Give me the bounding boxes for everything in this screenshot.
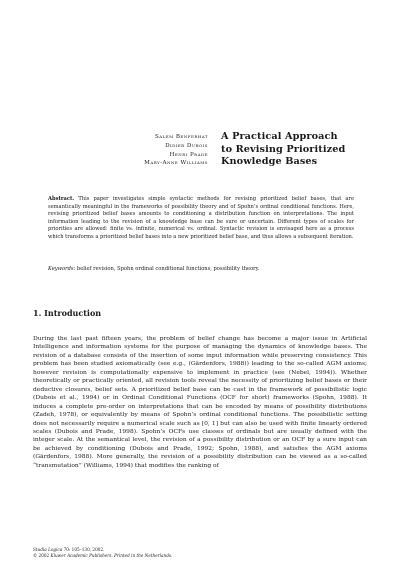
abstract-text: This paper investigates simple syntactic methods for revising prioritized belief bases, that are semantically meaningful in the frameworks of possibility theory and of Spohn’s ordinal conditional functions. Here, revising prioritized belief bases amounts to conditioning a distribution function on interpretations. The input information leading to the revision of a knowledge base can be sure or uncertain. Different types of scales for priorities are allowed: finite vs. infinite, numerical vs. ordinal. Syntactic revision is envisaged here as a process which transforms a prioritized belief bases into a new prioritized belief base, and thus allows a subsequent iteration. [48,196,355,240]
title-line: to Revising Prioritized [221,143,346,155]
copyright-notice: © 2002 [33,553,51,558]
page-footer [33,547,353,559]
paper-title [221,131,371,169]
keywords-label: Keywords: [48,266,76,272]
abstract [48,196,354,241]
author-name: Salem Benferhat [155,134,208,140]
journal-name: Studia Logica [33,547,63,552]
author-list [96,133,208,168]
author-name: Mary-Anne Williams [144,160,208,167]
section-heading: 1. Introduction [33,308,102,318]
body-paragraph: During the last past fifteen years, the problem of belief change has become a major issue in Artificial Intelligence and information systems for the purpose of managing the dynamics of knowledge bases. The revision of a database consists of the insertion of some input information while preserving consistency. This problem has been studied axiomatically (see e.g., (Gärdenfors, 1988)) leading to the so-called AGM axioms; however revision is computationally expensive to implement in practice (see (Nebel, 1994)). Whether theoretically or practically oriented, all revision tools reveal the necessity of prioritizing belief bases or their deductive closures, belief sets. A prioritized belief base can be cast in the framework of possibilistic logic (Dubois et al., 1994) or in Ordinal Conditional Functions (OCF for short) frameworks (Spohn, 1988). It induces a complete pre-order on interpretations that can be encoded by means of possibility distributions (Zadeh, 1978), or equivalently by means of Spohn’s ordinal conditional functions. The possibilistic setting does not necessarily require a numerical scale such as [0, 1] but can also be used with finite linearly ordered scales (Dubois and Prade, 1998). Spohn’s OCFs use classes of ordinals but are usually defined with the integer scale. At the semantical level, the revision of a possibility distribution or an OCF by a sure input can be achieved by conditioning (Dubois and Prade, 1992; Spohn, 1988), and satisfies the AGM axioms (Gärdenfors, 1988). More generally, the revision of a possibility distribution can be viewed as a so-called “transmutation” (Williams, 1994) that modifies the ranking of [33,335,367,469]
title-line: A Practical Approach [221,131,338,142]
author-name: Henri Prade [169,151,208,158]
publisher-notice: Kluwer Academic Publishers. Printed in the Netherlands. [50,553,173,558]
author-name: Didier Dubois [165,142,208,149]
abstract-label: Abstract. [48,196,75,202]
keywords [48,266,354,273]
journal-citation: 70: 105–130, 2002. [62,547,105,552]
title-line: Knowledge Bases [221,156,318,168]
keywords-text: belief revision, Spohn ordinal conditional functions, possibility theory. [76,266,260,272]
